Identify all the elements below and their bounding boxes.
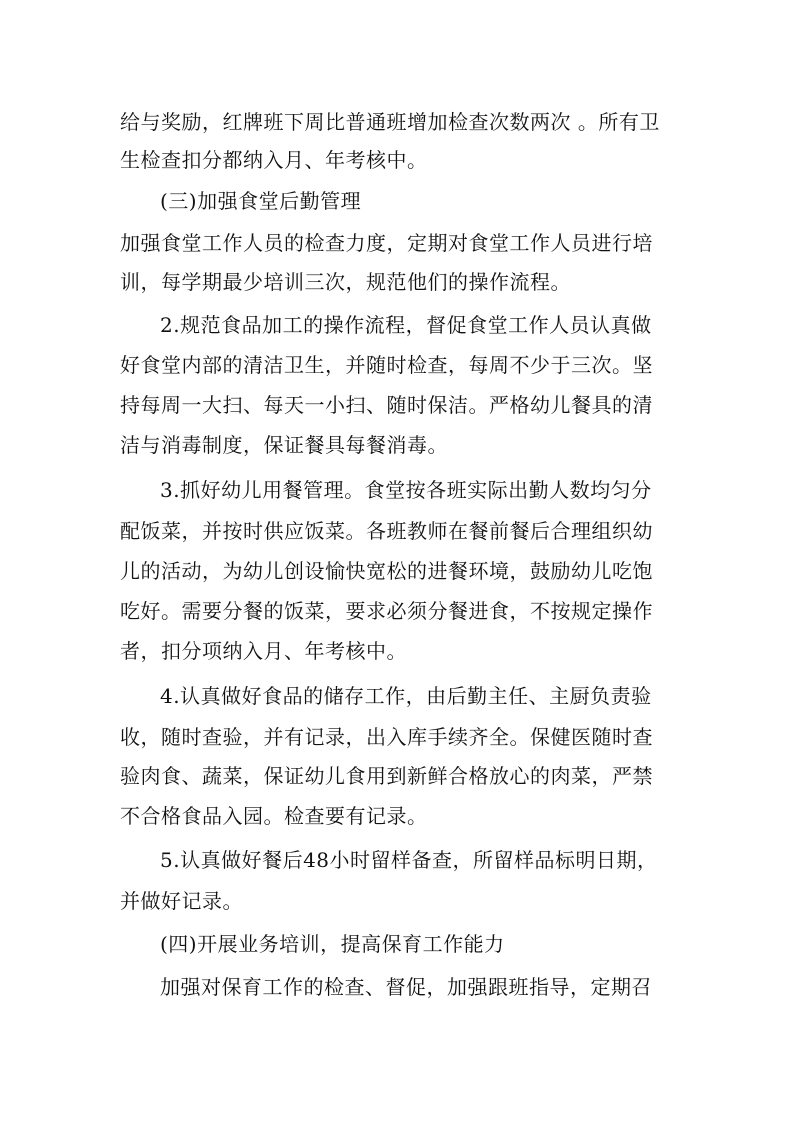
text-line: 5.认真做好餐后48小时留样备查，所留样品标明日期，	[160, 848, 658, 872]
text-line: 加强食堂工作人员的检查力度，定期对食堂工作人员进行培	[120, 231, 653, 255]
text-line: 并做好记录。	[120, 889, 243, 913]
text-line: 生检查扣分都纳入月、年考核中。	[120, 148, 428, 172]
section-heading: (四)开展业务培训，提高保育工作能力	[160, 932, 505, 956]
text-line: 吃好。需要分餐的饭菜，要求必须分餐进食，不按规定操作	[120, 599, 653, 623]
text-line: 收，随时查验，并有记录，出入库手续齐全。保健医随时查	[120, 725, 653, 749]
text-line: 加强对保育工作的检查、督促，加强跟班指导，定期召	[160, 975, 652, 999]
text-line: 洁与消毒制度，保证餐具每餐消毒。	[120, 433, 448, 457]
text-line: 验肉食、蔬菜，保证幼儿食用到新鲜合格放心的肉菜，严禁	[120, 764, 653, 788]
text-line: 配饭菜，并按时供应饭菜。各班教师在餐前餐后合理组织幼	[120, 519, 653, 543]
text-line: 4.认真做好食品的储存工作，由后勤主任、主厨负责验	[160, 684, 652, 708]
text-line: 不合格食品入园。检查要有记录。	[120, 804, 428, 828]
text-line: 训，每学期最少培训三次，规范他们的操作流程。	[120, 270, 571, 294]
text-line: 者，扣分项纳入月、年考核中。	[120, 639, 407, 663]
text-line: 2.规范食品加工的操作流程，督促食堂工作人员认真做	[160, 313, 652, 337]
text-line: 儿的活动，为幼儿创设愉快宽松的进餐环境，鼓励幼儿吃饱	[120, 559, 653, 583]
text-line: 3.抓好幼儿用餐管理。食堂按各班实际出勤人数均匀分	[160, 478, 652, 502]
section-heading: (三)加强食堂后勤管理	[160, 189, 362, 213]
text-line: 好食堂内部的清洁卫生，并随时检查，每周不少于三次。坚	[120, 353, 653, 377]
text-line: 给与奖励，红牌班下周比普通班增加检查次数两次 。所有卫	[120, 110, 660, 134]
text-line: 持每周一大扫、每天一小扫、随时保洁。严格幼儿餐具的清	[120, 393, 653, 417]
